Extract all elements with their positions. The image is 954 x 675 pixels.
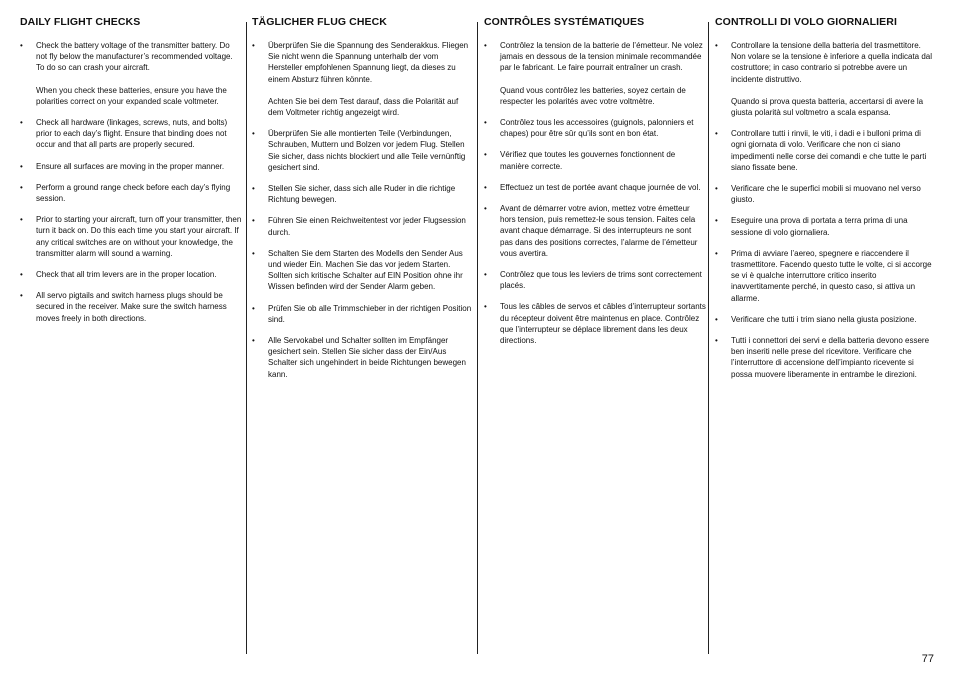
item-text: Effectuez un test de portée avant chaque journée de vol.: [500, 182, 701, 192]
list-item: [252, 303, 474, 325]
page-number: 77: [921, 653, 934, 665]
item-text: Vérifiez que toutes les gouvernes fonctionnent de manière correcte.: [500, 150, 676, 171]
bullet-icon: •: [20, 291, 23, 301]
bullet-icon: •: [484, 118, 487, 128]
item-text: Schalten Sie dem Starten des Modells den Sender Aus und wieder Ein. Machen Sie das vor jedem Starten. Sollten sich kritische Schalter auf EIN Position ohne ihr Wissen befinden wird der Sender Alarm geben.: [268, 248, 463, 292]
list-item: [715, 335, 937, 380]
bullet-icon: •: [252, 336, 255, 346]
column-divider: [708, 22, 709, 654]
item-text: Führen Sie einen Reichweitentest vor jeder Flugsession durch.: [268, 216, 466, 237]
list-item: [715, 183, 937, 205]
item-subtext: Quando si prova questa batteria, accertarsi di avere la giusta polarità sul voltmetro a scala espansa.: [731, 96, 924, 118]
bullet-icon: •: [484, 270, 487, 280]
list-item: [20, 117, 242, 151]
bullet-icon: •: [484, 182, 487, 192]
column-divider: [477, 22, 478, 654]
list-item: [20, 290, 242, 324]
bullet-icon: •: [715, 248, 718, 258]
bullet-icon: •: [715, 184, 718, 194]
list-item: [20, 161, 242, 172]
column-french: [484, 16, 706, 356]
bullet-icon: •: [484, 302, 487, 312]
bullet-icon: •: [252, 184, 255, 194]
column-title: CONTRÔLES SYSTÉMATIQUES: [484, 16, 645, 28]
bullet-icon: •: [484, 204, 487, 214]
checklist: [252, 40, 474, 380]
item-text: Check the battery voltage of the transmitter battery. Do not fly below the manufacturer’s recommended voltage. To do so can crash your aircraft.: [36, 41, 233, 73]
list-item: [20, 269, 242, 280]
item-text: Contrôlez que tous les leviers de trims sont correctement placés.: [500, 270, 702, 291]
list-item: [715, 248, 937, 304]
bullet-icon: •: [20, 215, 23, 225]
list-item: [715, 314, 937, 325]
list-item: [252, 248, 474, 293]
item-text: Stellen Sie sicher, dass sich alle Ruder in die richtige Richtung bewegen.: [268, 184, 456, 205]
bullet-icon: •: [252, 248, 255, 258]
bullet-icon: •: [252, 216, 255, 226]
column-title: CONTROLLI DI VOLO GIORNALIERI: [715, 16, 897, 28]
bullet-icon: •: [20, 270, 23, 280]
checklist: [715, 40, 937, 380]
list-item: [20, 214, 242, 259]
list-item: [484, 269, 706, 291]
list-item: [715, 128, 937, 173]
list-item: [484, 203, 706, 259]
item-subtext: Quand vous contrôlez les batteries, soyez certain de respecter les polarités avec votre voltmètre.: [500, 85, 686, 106]
list-item: [252, 40, 474, 118]
list-item: [252, 183, 474, 205]
column-italian: [715, 16, 937, 390]
list-item: [20, 40, 242, 107]
list-item: [252, 128, 474, 173]
item-text: Check that all trim levers are in the proper location.: [36, 270, 217, 280]
list-item: [20, 182, 242, 204]
bullet-icon: •: [20, 41, 23, 50]
column-english: [20, 16, 242, 334]
list-item: [484, 40, 706, 107]
bullet-icon: •: [20, 161, 23, 171]
bullet-icon: •: [252, 129, 255, 139]
column-title: DAILY FLIGHT CHECKS: [20, 16, 141, 28]
list-item: [484, 182, 706, 193]
bullet-icon: •: [20, 182, 23, 192]
column-title: TÄGLICHER FLUG CHECK: [252, 16, 387, 28]
item-text: Contrôlez la tension de la batterie de l’émetteur. Ne volez jamais en dessous de la tension minimale recommandée par le fabricant. Le faire pourrait entraîner un crash.: [500, 41, 703, 73]
item-text: Prior to starting your aircraft, turn off your transmitter, then turn it back on. Do this each time you start your aircraft. If any critical switches are on without your knowledge, the transmitter alarm will sound a warning.: [36, 215, 242, 258]
item-text: Prima di avviare l’aereo, spegnere e riaccendere il trasmettitore. Facendo questo tutte le volte, ci si accorge se vi è qualche interruttore critico inserito inavvertitamente perché, in questo caso, si attiva un allarme.: [731, 248, 932, 303]
list-item: [484, 149, 706, 171]
checklist: [484, 40, 706, 346]
item-text: Verificare che tutti i trim siano nella giusta posizione.: [731, 314, 917, 324]
item-text: Verificare che le superfici mobili si muovano nel verso giusto.: [731, 184, 921, 205]
bullet-icon: •: [715, 314, 718, 324]
item-text: Eseguire una prova di portata a terra prima di una sessione di volo giornaliera.: [731, 216, 908, 237]
item-text: Avant de démarrer votre avion, mettez votre émetteur hors tension, puis remettez-le sous tension. Faites cela avant chaque démarrage. Si des interrupteurs ne sont pas dans des positions correctes, l’alarme de l’émetteur vous avertira.: [500, 204, 698, 258]
item-text: Tous les câbles de servos et câbles d’interrupteur sortants du récepteur doivent être maintenus en place. Contrôlez que l’interrupteur se déplace librement dans les deux directions.: [500, 302, 706, 346]
bullet-icon: •: [715, 216, 718, 226]
bullet-icon: •: [252, 41, 255, 50]
item-text: Ensure all surfaces are moving in the proper manner.: [36, 161, 225, 171]
column-divider: [246, 22, 247, 654]
bullet-icon: •: [20, 118, 23, 128]
list-item: [715, 40, 937, 118]
item-text: Check all hardware (linkages, screws, nuts, and bolts) prior to each day’s flight. Ensure that binding does not occur and that all parts are properly secured.: [36, 118, 228, 150]
item-text: Überprüfen Sie alle montierten Teile (Verbindungen, Schrauben, Muttern und Bolzen vor jedem Flug. Stellen Sie sicher, dass nichts blockiert und alle Teile vernünftig gesichert sind.: [268, 129, 466, 172]
bullet-icon: •: [484, 150, 487, 160]
bullet-icon: •: [715, 129, 718, 139]
checklist: [20, 40, 242, 324]
bullet-icon: •: [715, 41, 718, 50]
list-item: [252, 335, 474, 380]
item-text: Überprüfen Sie die Spannung des Senderakkus. Fliegen Sie nicht wenn die Spannung unterhalb der vom Hersteller empfohlenen Spannung liegt, da dieses zu einem Absturz führen könnte.: [268, 41, 469, 84]
list-item: [484, 117, 706, 139]
item-text: Controllare la tensione della batteria del trasmettitore. Non volare se la tensione è inferiore a quella indicata dal costruttore; in caso contrario si potrebbe avere un incidente distruttivo.: [731, 41, 933, 84]
list-item: [484, 301, 706, 346]
item-text: Tutti i connettori dei servi e della batteria devono essere ben inseriti nelle prese del ricevitore. Verificare che l’interruttore di accensione dell’impianto ricevente si possa muovere liberamente in entrambe le direzioni.: [731, 336, 930, 379]
item-text: All servo pigtails and switch harness plugs should be secured in the receiver. Make sure the switch harness moves freely in both directions.: [36, 291, 227, 323]
item-text: Perform a ground range check before each day’s flying session.: [36, 182, 231, 204]
bullet-icon: •: [484, 41, 487, 50]
bullet-icon: •: [715, 336, 718, 346]
item-text: Alle Servokabel und Schalter sollten im Empfänger gesichert sein. Stellen Sie sicher dass der Ein/Aus Schalter sich ungehindert in beide Richtungen bewegen kann.: [268, 336, 466, 379]
item-subtext: When you check these batteries, ensure you have the polarities correct on your expanded scale voltmeter.: [36, 85, 227, 106]
bullet-icon: •: [252, 303, 255, 313]
item-subtext: Achten Sie bei dem Test darauf, dass die Polarität auf dem Voltmeter richtig angezeigt wird.: [268, 96, 459, 118]
column-german: [252, 16, 474, 390]
list-item: [715, 215, 937, 237]
item-text: Controllare tutti i rinvii, le viti, i dadi e i bulloni prima di ogni giornata di volo. Verificare che non ci siano impedimenti nelle corse dei comandi e che tutte le parti siano fissate bene.: [731, 129, 927, 172]
list-item: [252, 215, 474, 237]
item-text: Prüfen Sie ob alle Trimmschieber in der richtigen Position sind.: [268, 303, 472, 324]
item-text: Contrôlez tous les accessoires (guignols, palonniers et chapes) pour être sûr qu’ils sont en bon état.: [500, 118, 694, 139]
